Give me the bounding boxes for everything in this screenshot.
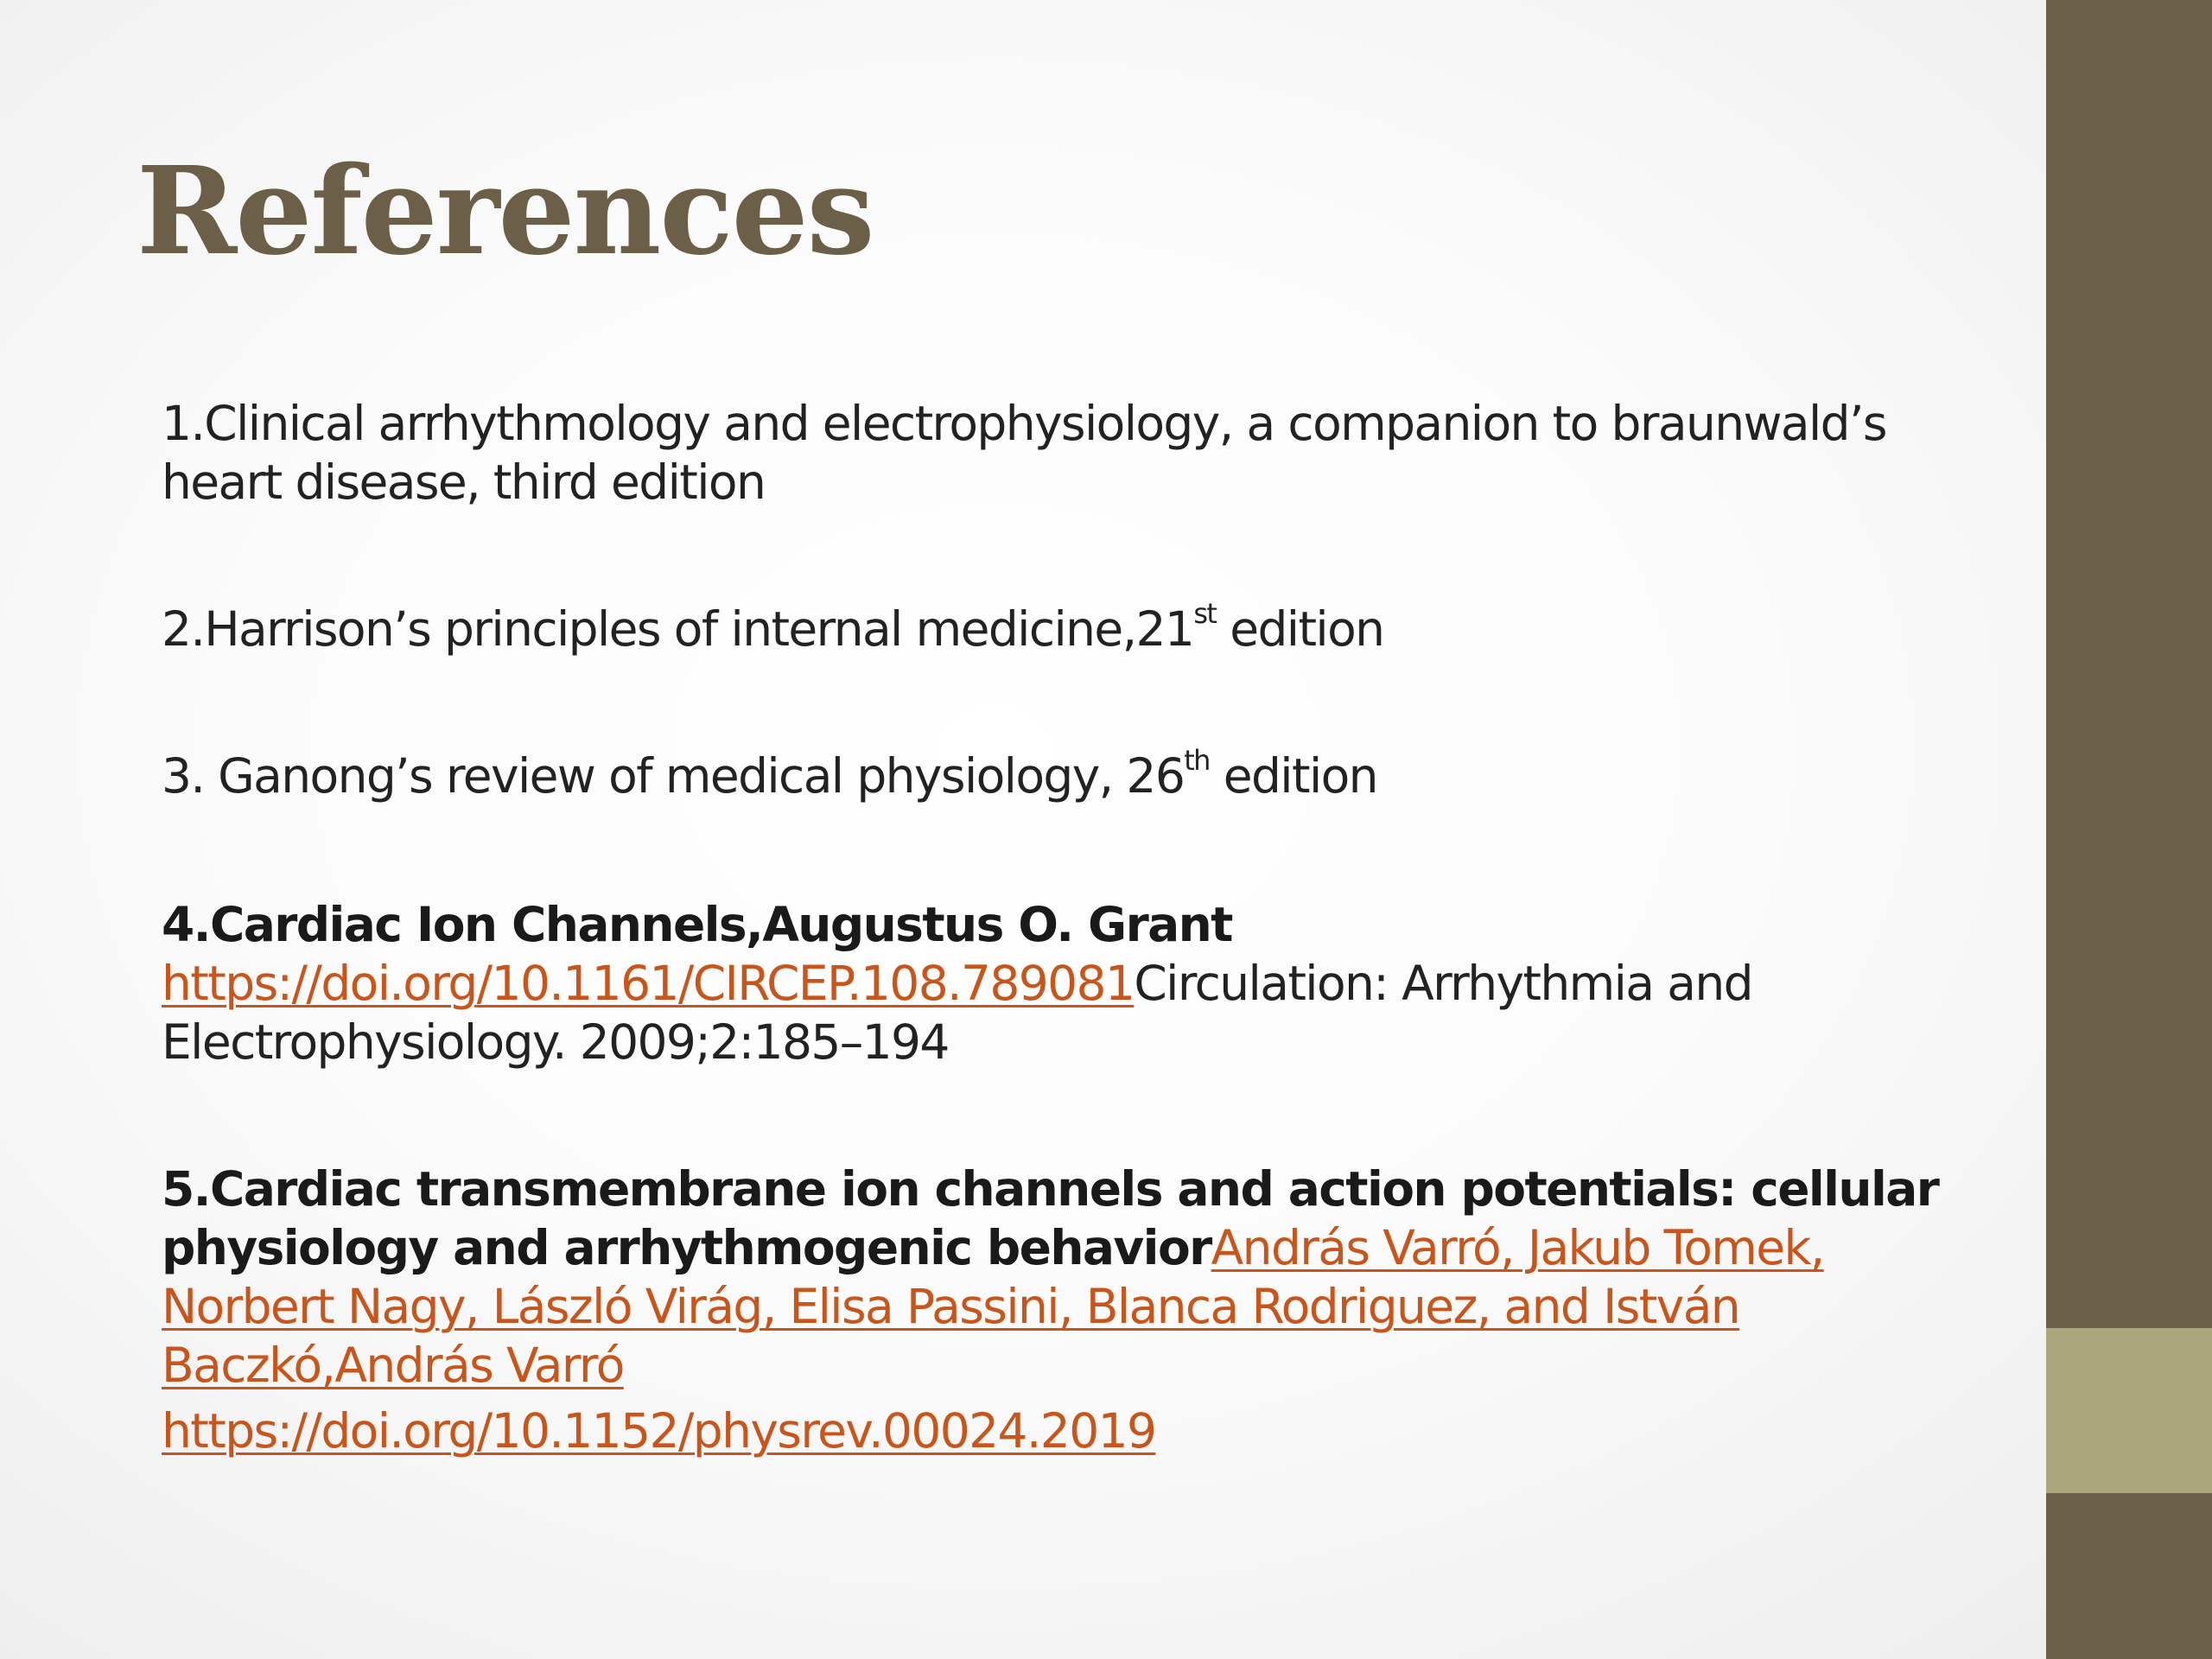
reference-2 [162,597,1950,658]
reference-4-title: 4.Cardiac Ion Channels,Augustus O. Grant [162,897,1232,952]
reference-2-text-end: edition [1216,601,1384,657]
reference-5-title: 5.Cardiac transmembrane ion channels and action potentials: cellular physiology and arrhythmogenic behavior [162,1161,1939,1275]
reference-3-text: 3. Ganong’s review of medical physiology, 26 [162,748,1185,804]
reference-1 [162,394,1950,512]
reference-5-doi-link[interactable]: https://doi.org/10.1152/physrev.00024.2019 [162,1403,1156,1459]
reference-3-text-end: edition [1209,748,1377,804]
reference-4-doi-link[interactable]: https://doi.org/10.1161/CIRCEP.108.789081 [162,956,1135,1011]
reference-2-text: 2.Harrison’s principles of internal medicine,21 [162,601,1194,657]
reference-5-authors-link[interactable]: András Varró, Jakub Tomek, Norbert Nagy, László Virág, Elisa Passini, Blanca Rodriguez, and István Baczkó,András Varró [162,1220,1824,1393]
reference-1-text: 1.Clinical arrhythmology and electrophysiology, a companion to braunwald’s heart disease, third edition [162,396,1886,510]
reference-5 [162,1160,1950,1460]
reference-3 [162,744,1950,805]
reference-3-ordinal-suffix: th [1184,744,1210,777]
side-bar-accent [2046,1328,2212,1493]
slide-title: References [137,141,874,283]
reference-2-ordinal-suffix: st [1193,597,1217,630]
reference-4 [162,895,1950,1071]
reference-4-journal: Circulation: Arrhythmia and Electrophysiology. 2009;2:185–194 [162,956,1752,1070]
